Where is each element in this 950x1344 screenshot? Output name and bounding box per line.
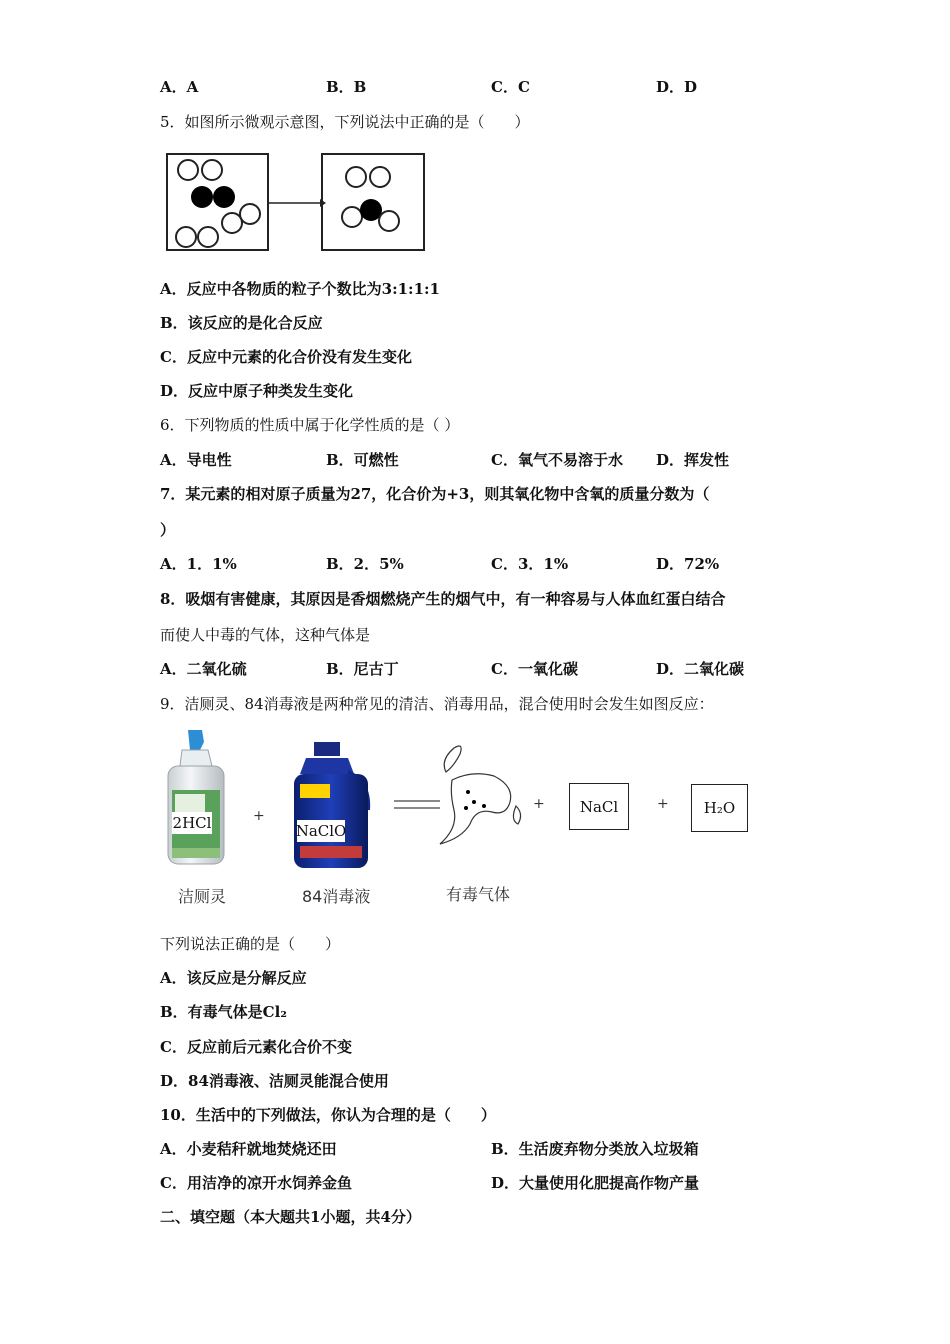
q6-option-d: D．挥发性 xyxy=(656,451,730,469)
plus-sign: + xyxy=(253,808,265,824)
q4-option-c: C．C xyxy=(491,78,530,96)
q8-option-c: C．一氧化碳 xyxy=(491,660,578,678)
q7-option-a: A．1．1% xyxy=(160,555,237,573)
q5-stem: 5．如图所示微观示意图，下列说法中正确的是（ ） xyxy=(160,113,530,131)
q10-option-c: C．用洁净的凉开水饲养金鱼 xyxy=(160,1174,352,1192)
q10-option-d: D．大量使用化肥提高作物产量 xyxy=(491,1174,700,1192)
q5-option-c: C．反应中元素的化合价没有发生变化 xyxy=(160,348,412,366)
q7-option-b: B．2．5% xyxy=(326,555,404,573)
q7-stem-line1: 7．某元素的相对原子质量为27，化合价为+3，则其氧化物中含氧的质量分数为（ xyxy=(160,485,710,503)
atom-white xyxy=(198,227,218,247)
q9-stem: 9．洁厕灵、84消毒液是两种常见的清洁、消毒用品，混合使用时会发生如图反应： xyxy=(160,695,714,713)
q10-option-a: A．小麦秸秆就地焚烧还田 xyxy=(160,1140,337,1158)
q9-option-b: B．有毒气体是Cl₂ xyxy=(160,1003,287,1021)
q9-option-d: D．84消毒液、洁厕灵能混合使用 xyxy=(160,1072,389,1090)
q7-stem-line2: ） xyxy=(160,521,176,539)
q4-option-a: A．A xyxy=(160,78,199,96)
q8-option-d: D．二氧化碳 xyxy=(656,660,745,678)
atom-white xyxy=(342,207,362,227)
q8-option-a: A．二氧化硫 xyxy=(160,660,247,678)
q6-option-a: A．导电性 xyxy=(160,451,232,469)
atom-white xyxy=(370,167,390,187)
q8-option-b: B．尼古丁 xyxy=(326,660,399,678)
atom-white xyxy=(379,211,399,231)
toilet-cleaner-bottle-icon xyxy=(160,728,230,870)
q8-stem-line1: 8．吸烟有害健康，其原因是香烟燃烧产生的烟气中，有一种容易与人体血红蛋白结合 xyxy=(160,590,726,608)
q5-option-a: A．反应中各物质的粒子个数比为3:1:1:1 xyxy=(160,280,440,298)
q5-option-d: D．反应中原子种类发生变化 xyxy=(160,382,354,400)
q10-stem: 10．生活中的下列做法，你认为合理的是（ ） xyxy=(160,1106,496,1124)
atom-white xyxy=(240,204,260,224)
q9-option-a: A．该反应是分解反应 xyxy=(160,969,307,987)
section-2-heading: 二、填空题（本大题共1小题，共4分） xyxy=(160,1208,421,1226)
q5-option-b: B．该反应的是化合反应 xyxy=(160,314,323,332)
q6-stem: 6．下列物质的性质中属于化学性质的是（ ） xyxy=(160,416,460,434)
atom-white xyxy=(178,160,198,180)
q8-stem-line2: 而使人中毒的气体，这种气体是 xyxy=(160,626,371,644)
atom-white xyxy=(176,227,196,247)
q4-option-d: D．D xyxy=(656,78,698,96)
plus-sign: + xyxy=(533,796,545,812)
q5-micro-diagram xyxy=(160,150,430,255)
q6-option-b: B．可燃性 xyxy=(326,451,399,469)
bottle1-formula-label: 2HCl xyxy=(172,814,212,832)
plus-sign: + xyxy=(657,796,669,812)
bottle2-caption: 84消毒液 xyxy=(302,887,371,906)
q10-option-b: B．生活废弃物分类放入垃圾箱 xyxy=(491,1140,699,1158)
q6-option-c: C．氧气不易溶于水 xyxy=(491,451,623,469)
bottle2-formula-label: NaClO xyxy=(295,822,347,840)
q4-option-b: B．B xyxy=(326,78,367,96)
q9-option-c: C．反应前后元素化合价不变 xyxy=(160,1038,352,1056)
q7-option-c: C．3．1% xyxy=(491,555,569,573)
bottle1-caption: 洁厕灵 xyxy=(178,887,227,906)
atom-white xyxy=(222,213,242,233)
atom-white xyxy=(202,160,222,180)
q7-option-d: D．72% xyxy=(656,555,720,573)
q9-prompt: 下列说法正确的是（ ） xyxy=(160,935,341,953)
toxic-gas-cloud-icon xyxy=(432,740,532,850)
toxic-gas-caption: 有毒气体 xyxy=(446,885,511,904)
atom-black xyxy=(191,186,213,208)
atom-white xyxy=(346,167,366,187)
product-h2o-box: H₂O xyxy=(691,784,748,832)
atom-black xyxy=(213,186,235,208)
product-nacl-box: NaCl xyxy=(569,783,629,830)
disinfectant-bottle-icon xyxy=(288,740,378,872)
